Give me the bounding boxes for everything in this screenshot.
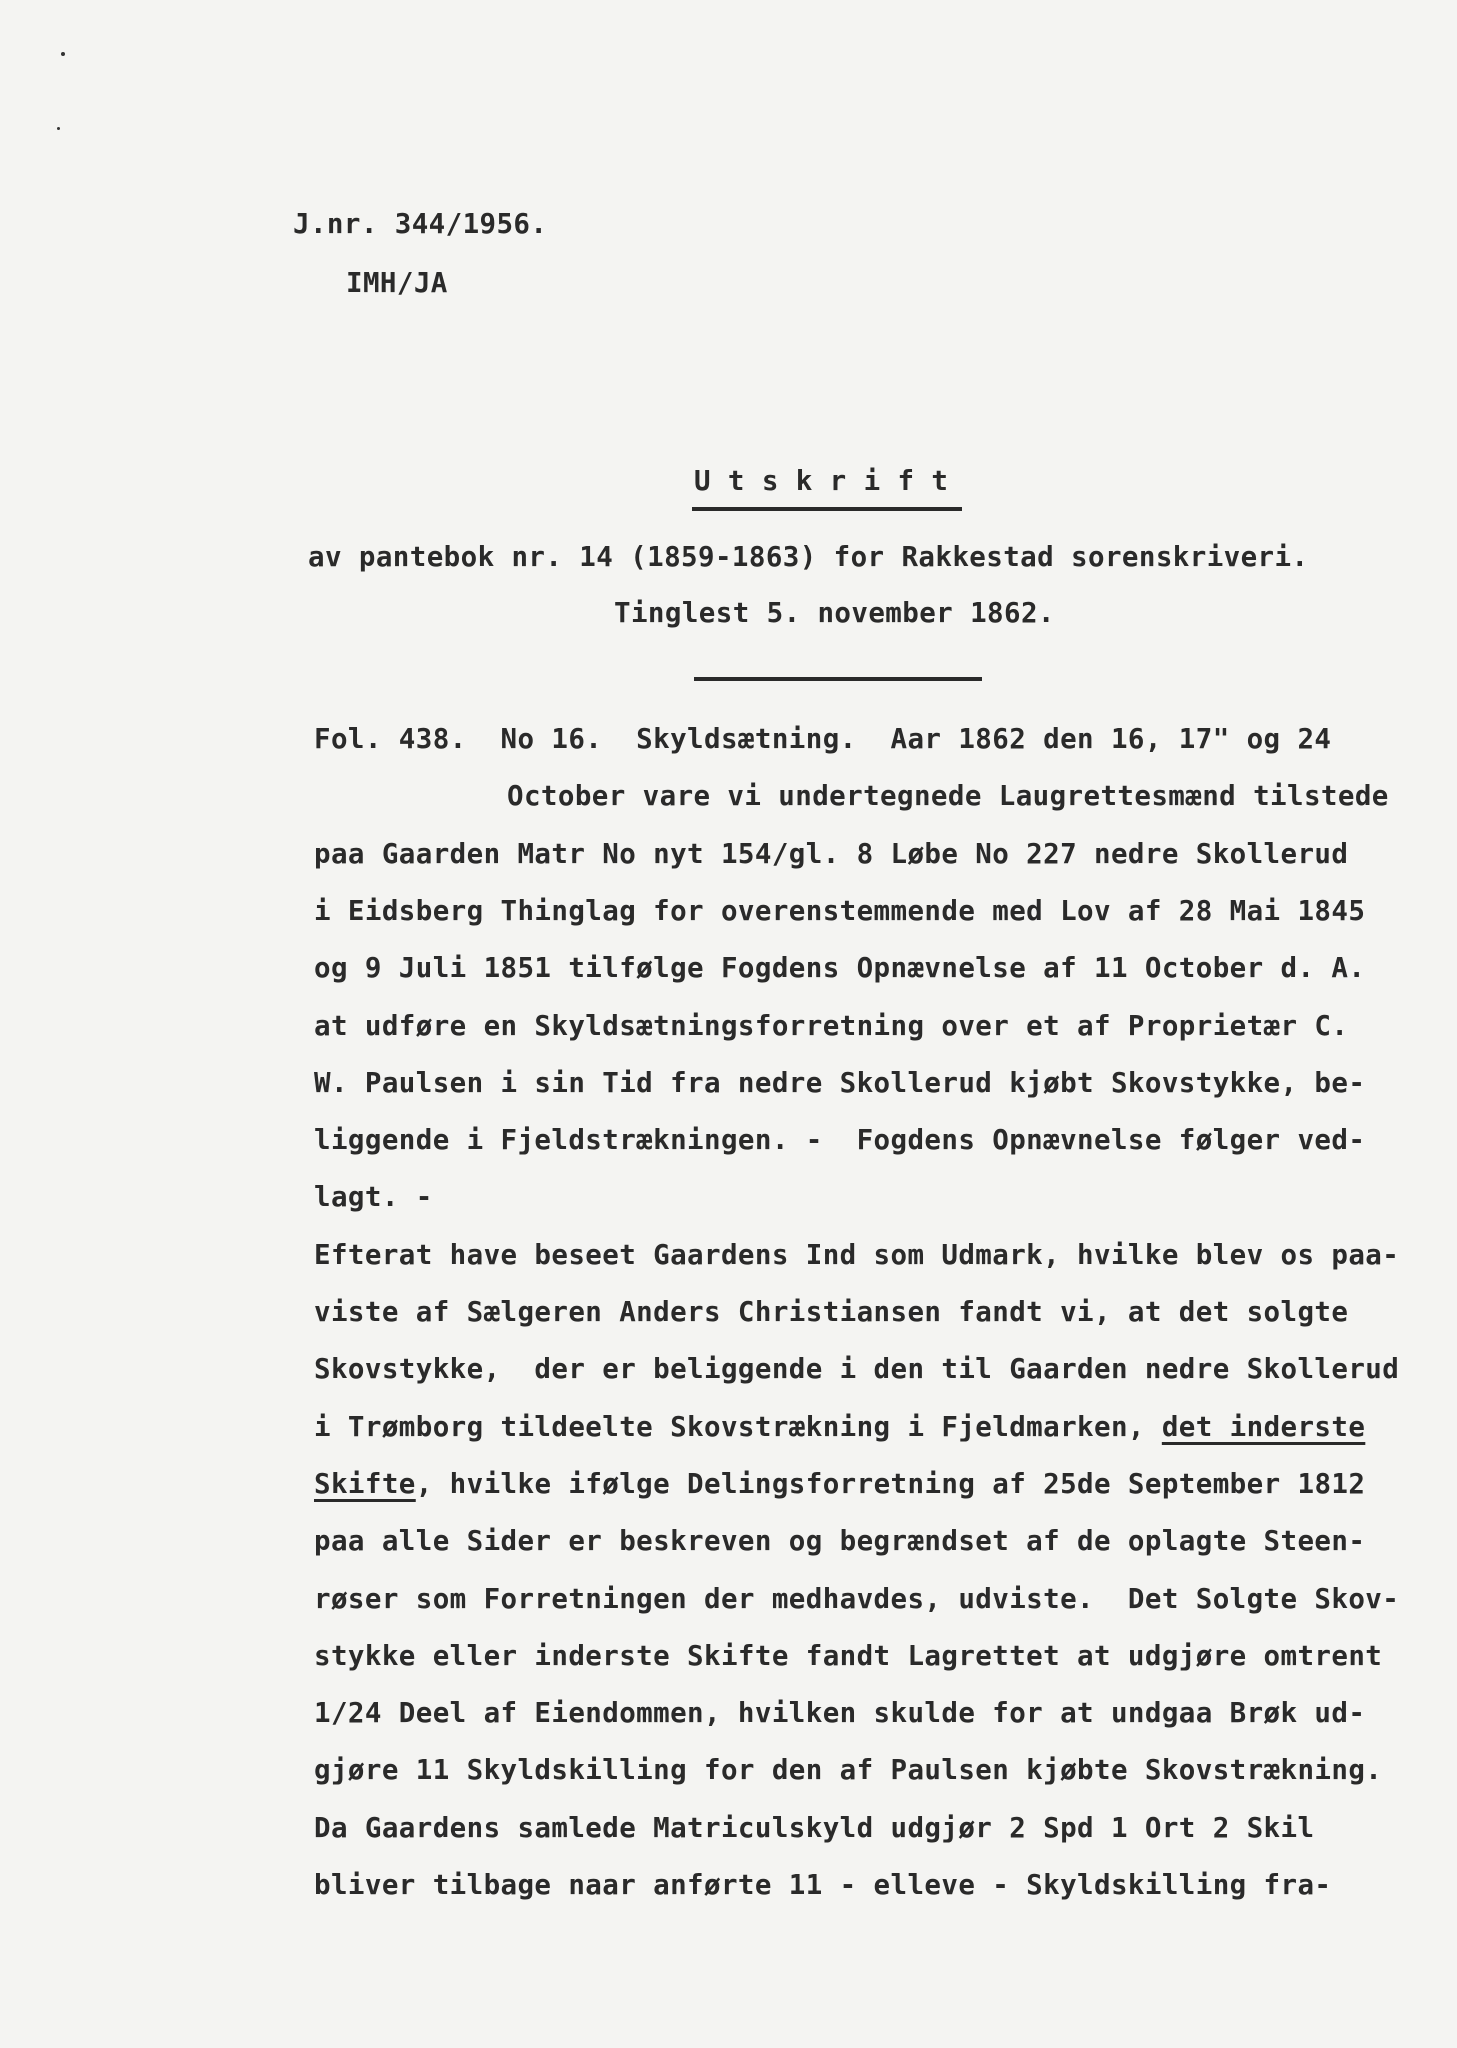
- body-line: 1/24 Deel af Eiendommen, hvilken skulde for at undgaa Brøk ud-: [314, 1697, 1366, 1730]
- journal-number: J.nr. 344/1956.: [293, 208, 548, 240]
- section-divider: [694, 677, 982, 681]
- body-line: lagt. -: [314, 1181, 433, 1214]
- body-line: paa alle Sider er beskreven og begrændset af de oplagte Steen-: [314, 1525, 1366, 1558]
- subtitle-line-1: av pantebok nr. 14 (1859-1863) for Rakkestad sorenskriveri.: [308, 541, 1309, 573]
- body-line: at udføre en Skyldsætningsforretning over et af Proprietær C.: [314, 1009, 1349, 1042]
- initials: IMH/JA: [346, 267, 448, 299]
- body-line: October vare vi undertegnede Laugrettesmænd tilstede: [507, 780, 1389, 813]
- body-line: paa Gaarden Matr No nyt 154/gl. 8 Løbe No 227 nedre Skollerud: [314, 837, 1349, 870]
- body-line: Efterat have beseet Gaardens Ind som Udmark, hvilke blev os paa-: [314, 1238, 1400, 1271]
- body-line: [314, 1467, 1366, 1500]
- body-line: W. Paulsen i sin Tid fra nedre Skollerud kjøbt Skovstykke, be-: [314, 1066, 1366, 1099]
- page-speck: [61, 52, 65, 56]
- body-line: gjøre 11 Skyldskilling for den af Paulsen kjøbte Skovstrækning.: [314, 1754, 1383, 1787]
- body-line: viste af Sælgeren Anders Christiansen fandt vi, at det solgte: [314, 1296, 1349, 1328]
- body-line: liggende i Fjeldstrækningen. - Fogdens Opnævnelse følger ved-: [314, 1124, 1366, 1157]
- underlined-text: Skifte: [314, 1467, 416, 1500]
- body-line: Fol. 438. No 16. Skyldsætning. Aar 1862 den 16, 17" og 24: [314, 723, 1332, 755]
- body-line: [314, 1410, 1366, 1443]
- subtitle-line-2: Tinglest 5. november 1862.: [614, 597, 1055, 629]
- body-line: stykke eller inderste Skifte fandt Lagrettet at udgjøre omtrent: [314, 1639, 1383, 1672]
- body-line: og 9 Juli 1851 tilfølge Fogdens Opnævnelse af 11 October d. A.: [314, 952, 1366, 985]
- body-line: bliver tilbage naar anførte 11 - elleve - Skyldskilling fra-: [314, 1869, 1332, 1901]
- body-line: i Eidsberg Thinglag for overenstemmende med Lov af 28 Mai 1845: [314, 894, 1366, 927]
- body-line: Skovstykke, der er beliggende i den til Gaarden nedre Skollerud: [314, 1353, 1400, 1386]
- document-title: U t s k r i f t: [694, 465, 949, 497]
- page-speck: [57, 127, 60, 130]
- body-line: Da Gaardens samlede Matriculskyld udgjør 2 Spd 1 Ort 2 Skil: [314, 1811, 1315, 1844]
- body-line: røser som Forretningen der medhavdes, udviste. Det Solgte Skov-: [314, 1582, 1400, 1615]
- body-line-text: i Trømborg tildeelte Skovstrækning i Fjeldmarken,: [314, 1410, 1162, 1443]
- title-underline: [692, 507, 962, 511]
- underlined-text: det inderste: [1161, 1410, 1366, 1443]
- body-line-text: , hvilke ifølge Delingsforretning af 25de September 1812: [415, 1467, 1366, 1500]
